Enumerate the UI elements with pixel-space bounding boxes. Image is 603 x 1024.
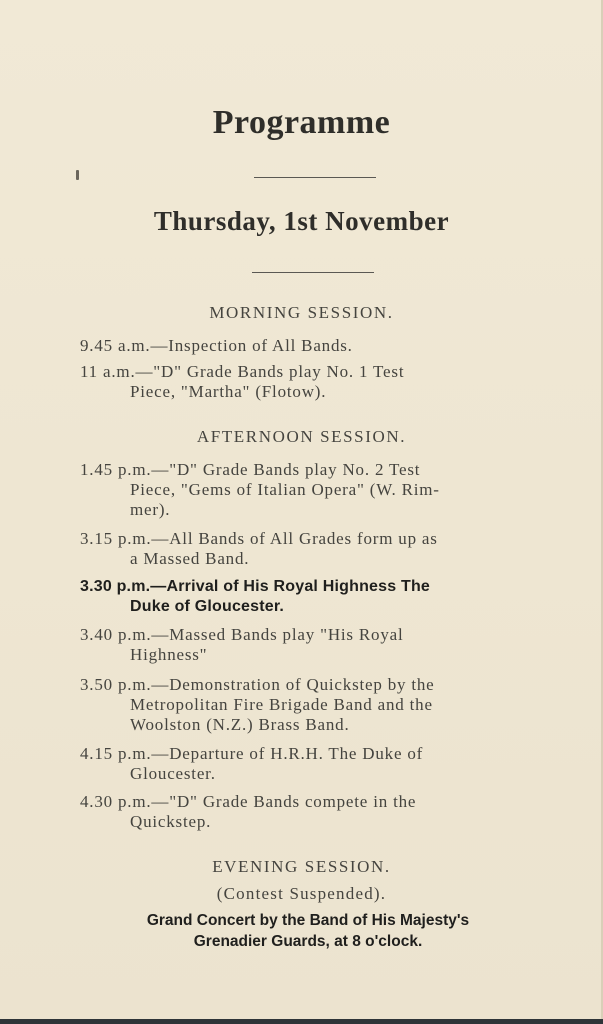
entry-continuation: a Massed Band. <box>130 549 250 568</box>
entry-1345 <box>80 460 546 520</box>
entry-text: 3.50 p.m.—Demonstration of Quickstep by the <box>80 675 435 694</box>
entry-continuation-2: Woolston (N.Z.) Brass Band. <box>130 715 350 734</box>
divider-bottom <box>252 272 374 273</box>
entry-continuation-2: mer). <box>130 500 171 519</box>
entry-1530 <box>80 577 546 617</box>
entry-0945 <box>80 336 546 356</box>
entry-1100 <box>80 362 546 402</box>
entry-1550 <box>80 675 546 735</box>
entry-text: 3.30 p.m.—Arrival of His Royal Highness The <box>80 578 431 595</box>
entry-1540 <box>80 625 546 665</box>
entry-continuation: Duke of Gloucester. <box>130 598 285 615</box>
entry-text: 3.15 p.m.—All Bands of All Grades form up as <box>80 529 438 548</box>
divider-top <box>254 177 376 178</box>
evening-session-heading: EVENING SESSION. <box>212 857 391 876</box>
entry-continuation: Quickstep. <box>130 812 212 831</box>
entry-continuation: Gloucester. <box>130 764 216 783</box>
entry-1515 <box>80 529 546 569</box>
concert-line-2: Grenadier Guards, at 8 o'clock. <box>193 933 423 950</box>
afternoon-session-heading: AFTERNOON SESSION. <box>196 427 407 446</box>
entry-text: 4.15 p.m.—Departure of H.R.H. The Duke of <box>80 744 424 763</box>
entry-continuation: Piece, "Martha" (Flotow). <box>130 382 327 401</box>
entry-continuation: Piece, "Gems of Italian Opera" (W. Rim- <box>130 480 440 499</box>
ink-mark <box>76 170 79 180</box>
entry-text: 9.45 a.m.—Inspection of All Bands. <box>80 336 353 355</box>
entry-continuation: Metropolitan Fire Brigade Band and the <box>130 695 433 714</box>
entry-text: 3.40 p.m.—Massed Bands play "His Royal <box>80 625 404 644</box>
page-title: Programme <box>212 104 391 141</box>
page-bottom-border <box>0 1019 603 1024</box>
morning-session-heading: MORNING SESSION. <box>209 303 394 322</box>
concert-notice <box>60 910 556 952</box>
evening-note: (Contest Suspended). <box>216 884 387 903</box>
entry-1630 <box>80 792 546 832</box>
day-heading: Thursday, 1st November <box>153 206 450 236</box>
concert-line-1: Grand Concert by the Band of His Majesty's <box>146 912 470 929</box>
entry-text: 1.45 p.m.—"D" Grade Bands play No. 2 Test <box>80 460 421 479</box>
entry-text: 11 a.m.—"D" Grade Bands play No. 1 Test <box>80 362 405 381</box>
entry-continuation: Highness" <box>130 645 208 664</box>
entry-1615 <box>80 744 546 784</box>
entry-text: 4.30 p.m.—"D" Grade Bands compete in the <box>80 792 417 811</box>
